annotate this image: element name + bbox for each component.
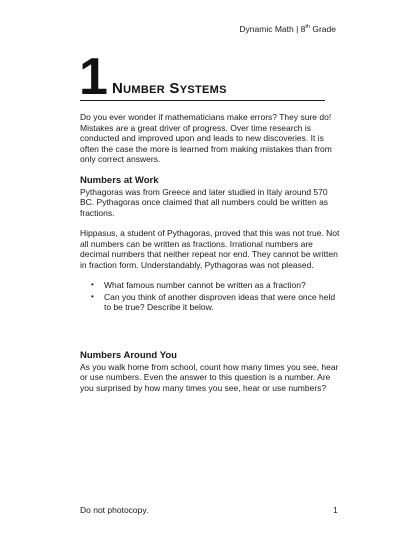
answer-space	[80, 314, 342, 350]
chapter-heading	[79, 48, 325, 106]
question-text: Can you think of another disproven ideas that were once held to be true? Describe it below.	[104, 291, 336, 312]
main-content	[80, 112, 342, 403]
section-heading-numbers-around-you: Numbers Around You	[80, 349, 177, 361]
paragraph-hippasus: Hippasus, a student of Pythagoras, proved that this was not true. Not all numbers can be written as fractions. Irrational numbers are decimal numbers that neither repeat nor end. They cannot be written in fraction form. Understandably, Pythagoras was not pleased.	[80, 228, 340, 270]
header-suffix: Grade	[310, 24, 336, 34]
list-item	[80, 280, 342, 291]
list-item	[80, 292, 342, 313]
question-text: What famous number cannot be written as a fraction?	[104, 280, 306, 290]
page-number: 1	[333, 505, 338, 515]
page-header	[239, 24, 336, 34]
chapter-title: Number Systems	[112, 80, 227, 97]
section-heading-numbers-at-work: Numbers at Work	[80, 174, 159, 186]
chapter-number: 1	[79, 48, 108, 106]
header-superscript: th	[305, 24, 310, 31]
footer-notice: Do not photocopy.	[80, 505, 149, 515]
paragraph-numbers-around-you: As you walk home from school, count how many times you see, hear or use numbers. Even the answer to this question is a number. Are you surprised by how many times you see, hear or use numbers?	[80, 361, 339, 393]
bullet-icon: •	[91, 291, 94, 301]
paragraph-pythagoras: Pythagoras was from Greece and later studied in Italy around 570 BC. Pythagoras once claimed that all numbers could be written as fractions.	[80, 186, 329, 218]
question-list	[80, 280, 342, 313]
header-text: Dynamic Math | 8	[239, 24, 306, 34]
bullet-icon: •	[91, 280, 94, 289]
intro-paragraph: Do you ever wonder if mathematicians make errors? They sure do! Mistakes are a great driver of progress. Over time research is conducted and improved upon and leads to new discoveries. It is often the case the more is learned from making mistakes than from only correct answers.	[80, 112, 332, 164]
